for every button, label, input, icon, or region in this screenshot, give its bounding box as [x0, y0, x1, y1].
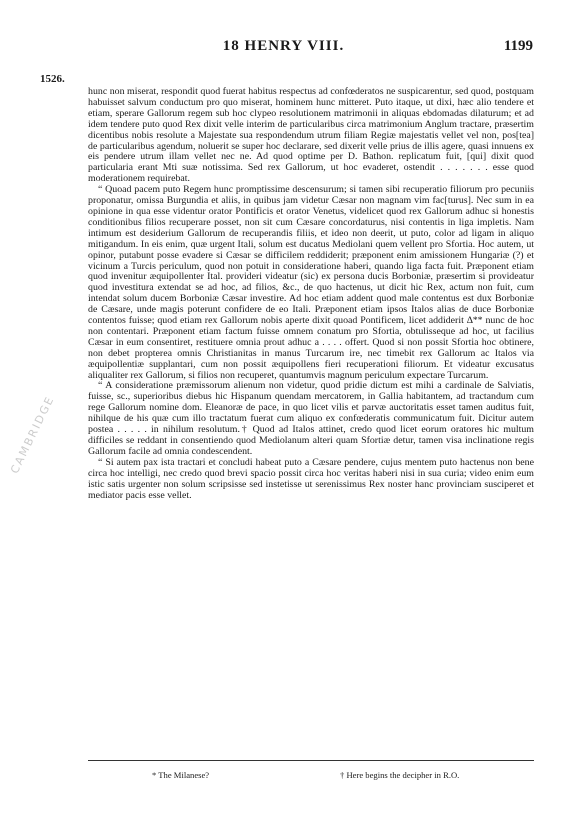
- margin-year: 1526.: [40, 73, 65, 85]
- library-watermark: CAMBRIDGE: [8, 393, 57, 476]
- paragraph-1: hunc non miserat, respondit quod fuerat habitus respectus ad confœderatos ne suspicarentur, sed quod, postquam habuisset salvum conductum pro quo miserat, hominem hunc mitteret. Puto itaque, ut dixi, hæc alio tendere et etiam, sperare Gallorum regem sub hoc clypeo resolutionem matrimonii in aliquas ebdomadas dilaturum; et ad idem tendere puto quod Rex dixit velle interim de particularibus circa matrimonium Anglum tractare, præsertim dicentibus nobis resolute a Majestate sua respondendum utrum filiam Regiæ majestatis vellet vel non, pos[tea] de particularibus agendum, noluerit se super hoc declarare, sed dixerit velle prius de illis agere, quasi innuens ex eis pendere utrum illam vellet nec ne. Ad quod optime per D. Bathon. replicatum fuit, [qui] dixit quod particularia erant Mti suæ notissima. Sed rex Gallorum, ut hoc evaderet, ostendit . . . . . . . esse quod moderationem requirebat.: [88, 86, 534, 185]
- paragraph-2: “ Quoad pacem puto Regem hunc promptissime descensurum; si tamen sibi recuperatio filiorum pro pecuniis proponatur, omissa Burgundia et aliis, in quibus jam videtur Cæsar non magnam vim fac[turus]. Nec sum in ea opinione in qua esse videntur orator Pontificis et orator Venetus, videlicet quod rex Gallorum adhuc si honestis conditionibus filios recuperare posset, non sit cum Cæsare concordaturus, nisi contentis in liga impletis. Nam intimum est desiderium Gallorum de recuperandis filiis, et ideo non deerit, ut puto, color ad ligam in aliquo mitigandum. In eis enim, quæ urgent Itali, solum est ducatus Mediolani quem vellent pro Sfortia. Hoc autem, ut opinor, putabunt posse evadere si Cæsar se difficilem reddiderit; præponent enim amissionem Hungariæ (?) et vicinum a Turcis periculum, quod non potuit in consideratione haberi, quando liga facta fuit. Præponent etiam quod invenitur æquipollenter Ital. provideri videatur (sic) ex persona ducis Borboniæ, præsertim si provideatur quod investitura extendat se ad hoc, ad filios, &c., de quo hactenus, ut dicit hic Rex, actum non fuit, cum intendat solum ducem Borboniæ Cæsar investire. Ad hoc etiam addent quod male contentus est dux Borboniæ de Cæsare, unde magis poterunt confidere de eo Itali. Præponent etiam ipsos Italos alias de duce Borboniæ contentos fuisse; quod etiam rex Gallorum nobis aperte dixit quoad Pontificem, licet addiderit ∆** nunc de hoc non contentari. Præponent etiam factum fuisse omnem conatum pro Sfortia, obtulisseque ad hoc, ut facilius Cæsar in eum consentiret, restituere omnia prout adhuc a . . . . offert. Quod si non possit Sfortia hoc obtinere, non debet propterea omnis Christianitas in manus Turcarum ire, nec timebit rex Gallorum ac Italos via æquipollentiæ supplantari, cum non possit æquipollens fieri recuperationi filiorum. Et videatur excusatus aliqualiter rex Gallorum, si filios non recuperet, quantumvis magnum periculum expectare Turcarum.: [88, 184, 534, 381]
- footnote-2: † Here begins the decipher in R.O.: [340, 770, 460, 780]
- footnote-rule: [88, 760, 534, 761]
- main-text: [88, 87, 534, 501]
- paragraph-4: “ Si autem pax ista tractari et concludi habeat puto a Cæsare pendere, cujus mentem puto hactenus non bene circa hoc intelligi, nec credo quod brevi spacio possit circa hoc veritas haberi nisi in sua curia; video enim eum istic satis urgenter non solum scripsisse sed instetisse ut serenissimus Rex noster hanc provinciam susciperet et mediator pacis esse vellet.: [88, 456, 534, 501]
- paragraph-3: “ A consideratione præmissorum alienum non videtur, quod pridie dictum est mihi a cardinale de Salviatis, fuisse, sc., superioribus diebus hic Hispanum quendam mercatorem, in Gallia habitantem, ad tractandum cum rege Gallorum nomine dom. Eleanoræ de pace, in quo licet vilis et parvæ auctoritatis esset tamen auditus fuit, nihilque de his quæ cum illo tractatum fuerat cum aliquo ex confœderatis communicatum fuit. Dicitur autem postea . . . . . in nihilum resolutum.† Quod ad Italos attinet, credo quod licet eorum oratores hic multum difficiles se reddant in consentiendo quod Mediolanum alteri quam Sfortiæ detur, tamen visa inclinatione regis Gallorum facile ad omnia condescendent.: [88, 380, 534, 457]
- page-number: 1199: [503, 38, 533, 54]
- footnote-1: * The Milanese?: [152, 770, 210, 780]
- running-header-title: 18 HENRY VIII.: [222, 38, 345, 54]
